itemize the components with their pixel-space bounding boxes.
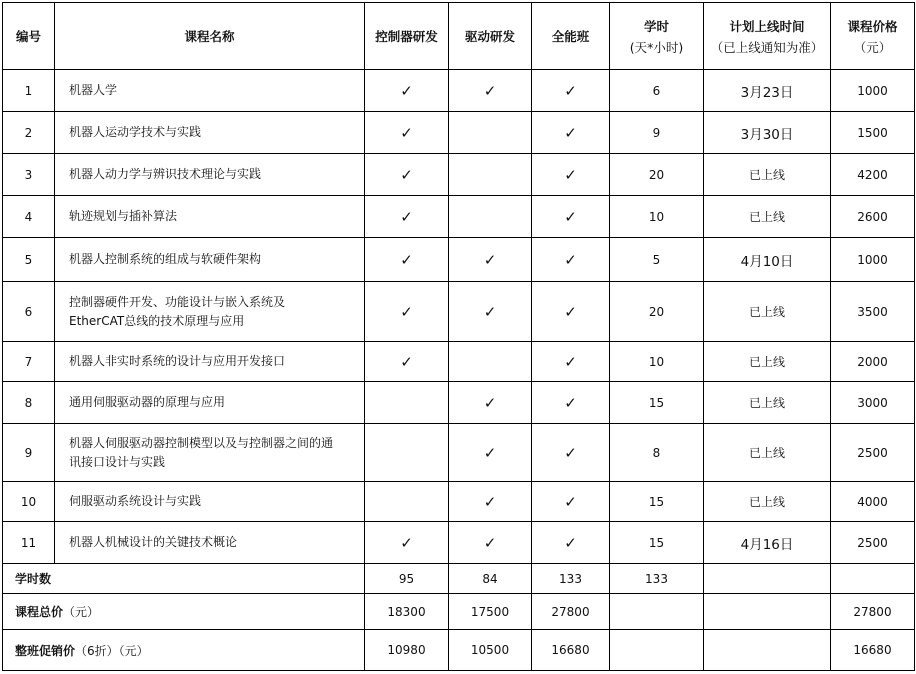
cell-drive xyxy=(449,238,532,282)
header-controller: 控制器研发 xyxy=(365,3,449,70)
header-hours-sub: (天*小时) xyxy=(629,39,684,55)
course-price: 3500 xyxy=(831,282,915,342)
course-id: 3 xyxy=(3,154,55,196)
header-hours xyxy=(610,3,704,70)
cell-controller xyxy=(365,196,449,238)
course-price: 2000 xyxy=(831,342,915,382)
summary-promo-label: 整班促销价 xyxy=(15,643,76,658)
cell-controller xyxy=(365,238,449,282)
header-price-sub: （元） xyxy=(853,39,892,55)
table-row xyxy=(3,382,915,424)
check-icon: ✓ xyxy=(483,443,497,462)
check-icon: ✓ xyxy=(400,207,413,226)
summary-total-row xyxy=(3,594,915,630)
course-name-text-line2: EtherCAT总线的技术原理与应用 xyxy=(69,313,245,328)
header-full: 全能班 xyxy=(532,3,610,70)
cell-drive xyxy=(449,424,532,482)
cell-full xyxy=(532,70,610,112)
course-name-text: 通用伺服驱动器的原理与应用 xyxy=(69,395,226,409)
course-name-text: 机器人伺服驱动器控制模型以及与控制器之间的通 xyxy=(69,435,334,450)
cell-drive xyxy=(449,342,532,382)
course-price: 4200 xyxy=(831,154,915,196)
course-name xyxy=(55,482,365,522)
summary-total-controller: 18300 xyxy=(365,594,449,630)
check-icon: ✓ xyxy=(483,393,497,412)
course-id: 11 xyxy=(3,522,55,564)
course-name-text: 机器人运动学技术与实践 xyxy=(69,125,202,139)
summary-hours-label: 学时数 xyxy=(3,564,365,594)
summary-total-label: 课程总价 xyxy=(15,605,64,619)
summary-total-schedule-empty xyxy=(704,594,831,630)
course-id: 9 xyxy=(3,424,55,482)
course-schedule: 3月23日 xyxy=(704,70,831,112)
header-name: 课程名称 xyxy=(55,3,365,70)
course-price: 2600 xyxy=(831,196,915,238)
cell-drive xyxy=(449,112,532,154)
summary-total-hours-empty xyxy=(610,594,704,630)
course-name-text: 伺服驱动系统设计与实践 xyxy=(69,494,202,508)
summary-promo-full: 16680 xyxy=(532,630,610,671)
summary-hours-full: 133 xyxy=(532,564,610,594)
course-hours: 9 xyxy=(610,112,704,154)
check-icon: ✓ xyxy=(483,533,497,552)
table-row xyxy=(3,424,915,482)
course-price: 1000 xyxy=(831,238,915,282)
course-hours: 8 xyxy=(610,424,704,482)
table-row xyxy=(3,482,915,522)
header-price-label: 课程价格 xyxy=(847,18,898,34)
summary-total-unit: （元） xyxy=(63,605,100,619)
cell-controller xyxy=(365,482,449,522)
course-name-text-line2: 讯接口设计与实践 xyxy=(69,454,166,469)
course-price: 2500 xyxy=(831,424,915,482)
cell-full xyxy=(532,282,610,342)
course-name xyxy=(55,382,365,424)
cell-full xyxy=(532,154,610,196)
cell-controller xyxy=(365,342,449,382)
cell-full xyxy=(532,238,610,282)
summary-hours-price-empty xyxy=(831,564,915,594)
check-icon: ✓ xyxy=(483,81,497,100)
cell-controller xyxy=(365,522,449,564)
course-hours: 20 xyxy=(610,282,704,342)
course-hours: 20 xyxy=(610,154,704,196)
check-icon: ✓ xyxy=(564,250,577,269)
check-icon: ✓ xyxy=(564,123,577,142)
header-schedule-sub: （已上线通知为准） xyxy=(710,39,824,55)
cell-full xyxy=(532,424,610,482)
summary-hours-schedule-empty xyxy=(704,564,831,594)
cell-controller xyxy=(365,70,449,112)
cell-full xyxy=(532,342,610,382)
header-hours-label: 学时 xyxy=(643,18,669,34)
summary-hours-row xyxy=(3,564,915,594)
cell-drive xyxy=(449,522,532,564)
course-name xyxy=(55,196,365,238)
course-id: 10 xyxy=(3,482,55,522)
course-schedule: 已上线 xyxy=(704,382,831,424)
course-id: 4 xyxy=(3,196,55,238)
course-hours: 10 xyxy=(610,196,704,238)
check-icon: ✓ xyxy=(400,250,413,269)
course-hours: 6 xyxy=(610,70,704,112)
check-icon: ✓ xyxy=(564,352,577,371)
check-icon: ✓ xyxy=(483,492,497,511)
check-icon: ✓ xyxy=(564,165,577,184)
table-row xyxy=(3,238,915,282)
check-icon: ✓ xyxy=(400,533,413,552)
header-schedule-label: 计划上线时间 xyxy=(729,18,805,34)
check-icon: ✓ xyxy=(483,302,497,321)
course-hours: 15 xyxy=(610,482,704,522)
course-schedule: 已上线 xyxy=(704,282,831,342)
course-name-text: 机器人学 xyxy=(69,83,118,97)
cell-drive xyxy=(449,196,532,238)
summary-promo-schedule-empty xyxy=(704,630,831,671)
table-row xyxy=(3,342,915,382)
course-name-text: 机器人机械设计的关键技术概论 xyxy=(69,535,238,549)
summary-hours-drive: 84 xyxy=(449,564,532,594)
course-table xyxy=(2,2,915,671)
cell-full xyxy=(532,112,610,154)
course-price: 4000 xyxy=(831,482,915,522)
course-schedule: 3月30日 xyxy=(704,112,831,154)
check-icon: ✓ xyxy=(400,302,413,321)
header-schedule xyxy=(704,3,831,70)
check-icon: ✓ xyxy=(564,207,577,226)
cell-full xyxy=(532,196,610,238)
cell-controller xyxy=(365,382,449,424)
course-name xyxy=(55,70,365,112)
course-hours: 15 xyxy=(610,522,704,564)
summary-promo-drive: 10500 xyxy=(449,630,532,671)
table-row xyxy=(3,70,915,112)
course-name-text: 机器人控制系统的组成与软硬件架构 xyxy=(69,252,262,266)
course-price: 1500 xyxy=(831,112,915,154)
cell-controller xyxy=(365,154,449,196)
course-name xyxy=(55,424,365,482)
course-price: 2500 xyxy=(831,522,915,564)
course-id: 1 xyxy=(3,70,55,112)
header-row xyxy=(3,3,915,70)
summary-promo-hours-empty xyxy=(610,630,704,671)
cell-drive xyxy=(449,154,532,196)
course-id: 2 xyxy=(3,112,55,154)
course-id: 7 xyxy=(3,342,55,382)
summary-total-price: 27800 xyxy=(831,594,915,630)
header-drive: 驱动研发 xyxy=(449,3,532,70)
course-name xyxy=(55,522,365,564)
summary-hours-total: 133 xyxy=(610,564,704,594)
summary-promo-price: 16680 xyxy=(831,630,915,671)
summary-total-cell xyxy=(3,594,365,630)
course-schedule: 已上线 xyxy=(704,424,831,482)
summary-promo-controller: 10980 xyxy=(365,630,449,671)
header-price xyxy=(831,3,915,70)
cell-full xyxy=(532,482,610,522)
check-icon: ✓ xyxy=(564,443,577,462)
check-icon: ✓ xyxy=(564,533,577,552)
course-name-text: 机器人动力学与辨识技术理论与实践 xyxy=(69,167,262,181)
summary-total-full: 27800 xyxy=(532,594,610,630)
cell-controller xyxy=(365,282,449,342)
course-id: 5 xyxy=(3,238,55,282)
course-name xyxy=(55,282,365,342)
course-name-text: 控制器硬件开发、功能设计与嵌入系统及 xyxy=(69,294,286,309)
header-id: 编号 xyxy=(3,3,55,70)
course-name xyxy=(55,342,365,382)
check-icon: ✓ xyxy=(400,165,413,184)
cell-drive xyxy=(449,282,532,342)
cell-drive xyxy=(449,382,532,424)
course-price: 1000 xyxy=(831,70,915,112)
course-hours: 5 xyxy=(610,238,704,282)
course-name-text: 机器人非实时系统的设计与应用开发接口 xyxy=(69,354,286,368)
course-id: 8 xyxy=(3,382,55,424)
course-hours: 15 xyxy=(610,382,704,424)
check-icon: ✓ xyxy=(564,492,577,511)
cell-controller xyxy=(365,424,449,482)
course-name xyxy=(55,238,365,282)
course-name xyxy=(55,154,365,196)
course-id: 6 xyxy=(3,282,55,342)
summary-hours-controller: 95 xyxy=(365,564,449,594)
table-row xyxy=(3,522,915,564)
check-icon: ✓ xyxy=(564,393,577,412)
cell-full xyxy=(532,382,610,424)
table-row xyxy=(3,154,915,196)
check-icon: ✓ xyxy=(400,352,413,371)
summary-promo-cell xyxy=(3,630,365,671)
course-price: 3000 xyxy=(831,382,915,424)
table-row xyxy=(3,282,915,342)
cell-controller xyxy=(365,112,449,154)
cell-drive xyxy=(449,482,532,522)
check-icon: ✓ xyxy=(564,81,577,100)
course-schedule: 已上线 xyxy=(704,196,831,238)
summary-total-drive: 17500 xyxy=(449,594,532,630)
course-schedule: 4月16日 xyxy=(704,522,831,564)
course-hours: 10 xyxy=(610,342,704,382)
check-icon: ✓ xyxy=(400,123,413,142)
check-icon: ✓ xyxy=(400,81,413,100)
course-schedule: 已上线 xyxy=(704,342,831,382)
course-rows xyxy=(3,70,915,564)
check-icon: ✓ xyxy=(564,302,577,321)
summary-promo-unit: （6折）（元） xyxy=(75,643,149,658)
summary-promo-row xyxy=(3,630,915,671)
cell-full xyxy=(532,522,610,564)
course-schedule: 4月10日 xyxy=(704,238,831,282)
cell-drive xyxy=(449,70,532,112)
table-row xyxy=(3,196,915,238)
course-name xyxy=(55,112,365,154)
course-schedule: 已上线 xyxy=(704,482,831,522)
check-icon: ✓ xyxy=(483,250,497,269)
course-name-text: 轨迹规划与插补算法 xyxy=(69,209,178,223)
table-row xyxy=(3,112,915,154)
course-schedule: 已上线 xyxy=(704,154,831,196)
